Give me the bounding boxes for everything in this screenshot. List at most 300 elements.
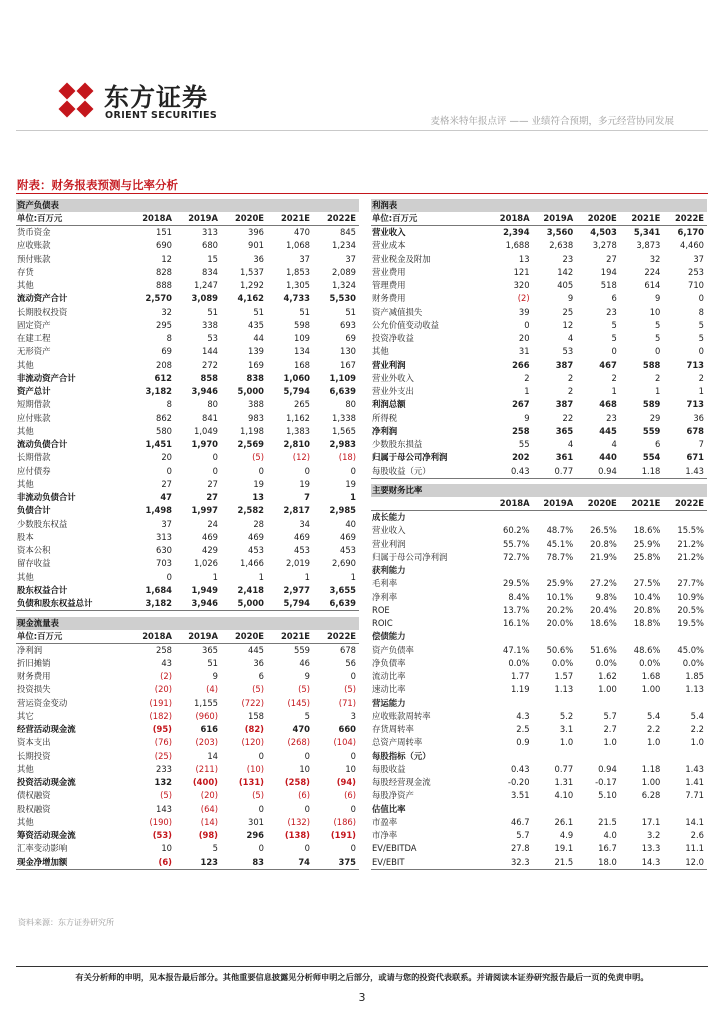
value-cell: 19 [253, 478, 264, 489]
row-label: 营运能力 [372, 697, 406, 708]
empty-cell [576, 630, 620, 643]
value-cell: 83 [221, 856, 267, 870]
value-cell: 6,170 [677, 227, 704, 238]
income-statement-and-ratios-table [371, 199, 707, 870]
table-row [16, 750, 359, 763]
value-cell: 888 [156, 280, 172, 291]
value-cell: 1,451 [145, 439, 172, 450]
row-label: 负债合计 [17, 505, 51, 516]
table-subgroup-row [371, 803, 707, 816]
value-cell: (5) [252, 452, 264, 463]
value-cell: (132) [287, 816, 310, 827]
value-cell: (131) [238, 777, 264, 788]
table-total-row [371, 226, 707, 240]
value-cell: 0.0% [682, 657, 704, 668]
row-label: 管理费用 [372, 280, 406, 291]
value-cell: 2,983 [329, 439, 356, 450]
value-cell: 470 [294, 227, 310, 238]
table-row [16, 239, 359, 252]
row-label: 速动比率 [372, 684, 406, 695]
value-cell: 37 [161, 518, 172, 529]
value-cell: 78.7% [546, 551, 574, 562]
row-label: 归属于母公司净利润 [372, 452, 448, 463]
row-label: 汇率变动影响 [17, 843, 68, 854]
table-row [371, 577, 707, 590]
value-cell: 18.6% [633, 525, 661, 536]
value-cell: (120) [241, 737, 264, 748]
table-row [16, 736, 359, 749]
table-row [371, 736, 707, 749]
value-cell: 20.5% [677, 604, 704, 615]
value-cell: 0 [212, 465, 218, 476]
value-cell: 1,383 [286, 425, 310, 436]
table-row [16, 531, 359, 544]
value-cell: 5,341 [633, 227, 661, 238]
footer-divider [16, 966, 708, 967]
value-cell: (182) [149, 710, 172, 721]
value-cell: 169 [248, 359, 264, 370]
value-cell: 21.9% [590, 551, 617, 562]
value-cell: (64) [200, 803, 218, 814]
value-cell: -0.20 [507, 777, 530, 788]
value-cell: (6) [344, 790, 356, 801]
value-cell: 0 [655, 346, 661, 357]
value-cell: 20.0% [546, 618, 574, 629]
value-cell: 4 [611, 439, 617, 450]
value-cell: (4) [206, 684, 218, 695]
value-cell: 834 [202, 266, 218, 277]
row-label: 存货 [17, 266, 34, 277]
value-cell: (5) [252, 684, 264, 695]
value-cell: 3.51 [510, 790, 530, 801]
row-label: ROIC [372, 618, 393, 629]
value-cell: 27 [161, 478, 172, 489]
value-cell: 518 [600, 280, 617, 291]
table-row [371, 465, 707, 479]
value-cell: -0.17 [595, 777, 617, 788]
value-cell: 1,949 [191, 584, 218, 595]
year-header: 2019A [175, 212, 221, 226]
logo-english-name: ORIENT SECURITIES [105, 110, 218, 121]
empty-cell [663, 803, 707, 816]
value-cell: 27.2% [590, 578, 617, 589]
section-header-label: 现金流量表 [16, 617, 359, 630]
value-cell: 1,970 [191, 439, 218, 450]
value-cell: (5) [160, 790, 172, 801]
value-cell: 45.0% [677, 644, 704, 655]
value-cell: 14.3 [620, 856, 664, 870]
table-row [371, 253, 707, 266]
value-cell: (82) [244, 724, 264, 735]
value-cell: 559 [642, 425, 661, 436]
table-row [371, 385, 707, 398]
empty-cell [620, 511, 664, 525]
value-cell: 0 [304, 465, 310, 476]
value-cell: 46.7 [510, 816, 530, 827]
value-cell: 1.0 [603, 737, 617, 748]
value-cell: 3,873 [636, 240, 661, 251]
value-cell: 469 [340, 531, 356, 542]
row-label: EV/EBITDA [372, 843, 417, 854]
value-cell: 2 [524, 372, 530, 383]
value-cell: 3,182 [145, 386, 172, 397]
value-cell: 838 [246, 372, 264, 383]
value-cell: 1,688 [505, 240, 530, 251]
table-row [16, 518, 359, 531]
table-total-row [371, 359, 707, 372]
unit-label [371, 497, 489, 511]
empty-cell [620, 630, 664, 643]
value-cell: 37 [299, 253, 310, 264]
row-label: 资产减值损失 [372, 306, 423, 317]
value-cell: 258 [512, 425, 530, 436]
row-label: 营业外支出 [372, 386, 414, 397]
value-cell: 5 [611, 333, 617, 344]
value-cell: 5 [611, 319, 617, 330]
row-label: 其他 [17, 763, 34, 774]
table-row [16, 279, 359, 292]
table-row [371, 763, 707, 776]
value-cell: 168 [294, 359, 310, 370]
value-cell: 580 [156, 425, 172, 436]
value-cell: 51 [207, 306, 218, 317]
table-total-row [16, 829, 359, 842]
table-row [16, 643, 359, 657]
value-cell: 55.7% [502, 538, 530, 549]
row-label: 债权融资 [17, 790, 51, 801]
table-subgroup-row [371, 511, 707, 525]
value-cell: 0 [698, 346, 704, 357]
value-cell: 258 [156, 644, 172, 655]
row-label: 每股指标（元） [372, 750, 431, 761]
value-cell: 134 [294, 346, 310, 357]
value-cell: 612 [154, 372, 172, 383]
table-subgroup-row [371, 750, 707, 763]
value-cell: 445 [248, 644, 264, 655]
row-label: 营业利润 [372, 538, 406, 549]
value-cell: 4.3 [516, 710, 530, 721]
row-label: 其它 [17, 710, 34, 721]
value-cell: 703 [156, 558, 172, 569]
value-cell: 429 [202, 545, 218, 556]
row-label: ROE [372, 604, 390, 615]
value-cell: 678 [340, 644, 356, 655]
value-cell: 13 [252, 492, 264, 503]
value-cell: 25.9% [633, 538, 661, 549]
row-label: 应收账款周转率 [372, 710, 431, 721]
value-cell: (20) [154, 684, 172, 695]
empty-cell [663, 630, 707, 643]
value-cell: 554 [642, 452, 661, 463]
value-cell: 1.43 [663, 465, 707, 479]
empty-cell [489, 697, 533, 710]
section-title: 附表：财务报表预测与比率分析 [17, 178, 178, 192]
value-cell: 5,530 [329, 293, 356, 304]
value-cell: 16.1% [502, 618, 530, 629]
value-cell: (211) [195, 763, 218, 774]
value-cell: 142 [557, 266, 574, 277]
value-cell: 361 [555, 452, 574, 463]
empty-cell [489, 750, 533, 763]
value-cell: 2,977 [283, 584, 310, 595]
value-cell: 1,247 [194, 280, 218, 291]
value-cell: 469 [202, 531, 218, 542]
value-cell: 0 [304, 803, 310, 814]
value-cell: 693 [340, 319, 356, 330]
value-cell: 0.0% [639, 657, 661, 668]
value-cell: 6 [655, 439, 661, 450]
value-cell: 29 [649, 412, 661, 423]
value-cell: 60.2% [502, 525, 530, 536]
value-cell: 690 [156, 240, 172, 251]
value-cell: 1.43 [685, 763, 704, 774]
value-cell: 10.1% [546, 591, 574, 602]
row-label: 应付债券 [17, 465, 51, 476]
empty-cell [489, 803, 533, 816]
year-header: 2022E [313, 212, 359, 226]
value-cell: 28 [253, 518, 264, 529]
value-cell: 158 [248, 710, 264, 721]
value-cell: 36 [253, 253, 264, 264]
value-cell: 2 [567, 386, 574, 397]
year-header: 2018A [129, 212, 175, 226]
year-header: 2022E [663, 212, 707, 226]
value-cell: 20.2% [546, 604, 574, 615]
empty-cell [663, 564, 707, 577]
value-cell: 2,569 [237, 439, 264, 450]
table-row [371, 306, 707, 319]
value-cell: 265 [294, 399, 310, 410]
empty-cell [620, 750, 664, 763]
table-row [16, 803, 359, 816]
table-row [16, 425, 359, 438]
value-cell: 208 [156, 359, 172, 370]
row-label: 非流动负债合计 [17, 492, 76, 503]
row-label: 营业税金及附加 [372, 253, 431, 264]
value-cell: 25.8% [633, 551, 661, 562]
value-cell: 27.7% [677, 578, 704, 589]
value-cell: 0 [611, 346, 617, 357]
empty-cell [533, 803, 577, 816]
value-cell: 469 [248, 531, 264, 542]
value-cell: 18.6% [590, 618, 617, 629]
value-cell: 5 [304, 710, 310, 721]
value-cell: 5,000 [221, 597, 267, 611]
value-cell: 4 [567, 333, 574, 344]
data-source-note: 资料来源：东方证券研究所 [18, 918, 114, 927]
value-cell: 20.8% [590, 538, 617, 549]
value-cell: (104) [333, 737, 356, 748]
year-header: 2018A [489, 212, 533, 226]
value-cell: 1.0 [647, 737, 661, 748]
report-subtitle: 麦格米特年报点评 —— 业绩符合预期，多元经营协同发展 [430, 116, 674, 127]
value-cell: 713 [686, 359, 704, 370]
table-total-row [16, 491, 359, 504]
value-cell: 11.1 [685, 843, 704, 854]
row-label: 经营活动现金流 [17, 724, 76, 735]
value-cell: 266 [512, 359, 530, 370]
row-label: 净利润 [372, 425, 398, 436]
value-cell: 0 [258, 843, 264, 854]
value-cell: 74 [267, 856, 313, 870]
table-row [371, 816, 707, 829]
table-row [371, 239, 707, 252]
value-cell: 1.19 [510, 684, 530, 695]
value-cell: 5 [698, 333, 704, 344]
value-cell: 16.7 [598, 843, 617, 854]
empty-cell [489, 630, 533, 643]
row-label: 固定资产 [17, 319, 51, 330]
value-cell: 0.94 [598, 763, 617, 774]
row-label: 公允价值变动收益 [372, 319, 439, 330]
row-label: 净利润 [17, 644, 43, 655]
value-cell: 26.1 [554, 816, 574, 827]
table-row [371, 829, 707, 842]
value-cell: 17.1 [641, 816, 661, 827]
table-row [371, 617, 707, 630]
table-row [16, 451, 359, 464]
value-cell: 405 [557, 280, 574, 291]
value-cell: (53) [152, 830, 172, 841]
row-label: 资本支出 [17, 737, 51, 748]
value-cell: 15 [207, 253, 218, 264]
row-label: 投资活动现金流 [17, 777, 76, 788]
value-cell: 36 [693, 412, 704, 423]
row-label: 筹资活动现金流 [17, 830, 76, 841]
year-header: 2019A [533, 212, 577, 226]
disclaimer-text: 有关分析师的申明，见本报告最后部分。其他重要信息披露见分析师申明之后部分，或请与您的投资代表联系。并请阅读本证券研究报告最后一页的免责申明。 [75, 972, 649, 982]
row-label: EV/EBIT [371, 856, 489, 870]
value-cell: 1,049 [194, 425, 218, 436]
row-label: 毛利率 [372, 578, 398, 589]
value-cell: 6.28 [641, 790, 661, 801]
value-cell: 616 [200, 724, 218, 735]
value-cell: 1 [212, 571, 218, 582]
value-cell: 338 [202, 319, 218, 330]
table-row [371, 412, 707, 425]
table-section-header [16, 199, 359, 212]
value-cell: 132 [154, 777, 172, 788]
value-cell: 1,853 [286, 266, 310, 277]
value-cell: 1,466 [240, 558, 264, 569]
value-cell: 233 [156, 763, 172, 774]
table-total-row [16, 597, 359, 611]
value-cell: 20 [161, 452, 172, 463]
table-section-header [371, 199, 707, 212]
value-cell: 2,418 [237, 584, 264, 595]
value-cell: (190) [149, 816, 172, 827]
value-cell: 445 [599, 425, 617, 436]
value-cell: 19.1 [554, 843, 574, 854]
value-cell: 13 [518, 253, 530, 264]
value-cell: (203) [195, 737, 218, 748]
value-cell: 1 [524, 386, 530, 397]
value-cell: 19 [299, 478, 310, 489]
row-label: 其他 [17, 571, 34, 582]
table-row [371, 345, 707, 358]
table-row [371, 723, 707, 736]
value-cell: 53 [207, 333, 218, 344]
value-cell: 69 [345, 333, 356, 344]
value-cell: 69 [161, 346, 172, 357]
empty-cell [489, 564, 533, 577]
table-total-row [16, 584, 359, 597]
value-cell: 0 [698, 293, 704, 304]
year-header: 2022E [663, 497, 707, 511]
row-label: 偿债能力 [372, 631, 406, 642]
year-header: 2020E [221, 630, 267, 644]
value-cell: 1,026 [194, 558, 218, 569]
value-cell: 20.8% [633, 604, 661, 615]
value-cell: 2 [655, 372, 661, 383]
value-cell: 8 [166, 399, 172, 410]
value-cell: 2,570 [145, 293, 172, 304]
value-cell: (95) [152, 724, 172, 735]
table-row [371, 292, 707, 305]
table-row [16, 557, 359, 570]
empty-cell [576, 697, 620, 710]
row-label: 投资损失 [17, 684, 51, 695]
table-row [16, 544, 359, 557]
value-cell: 0 [350, 750, 356, 761]
value-cell: 123 [175, 856, 221, 870]
value-cell: 46 [299, 657, 310, 668]
orient-securities-logo [52, 72, 262, 126]
value-cell: 44 [253, 333, 264, 344]
row-label: 归属于母公司净利润 [372, 551, 448, 562]
value-cell: 144 [202, 346, 218, 357]
value-cell: 5.10 [598, 790, 617, 801]
table-row [16, 657, 359, 670]
value-cell: 8 [698, 306, 704, 317]
table-row [371, 842, 707, 855]
value-cell: 3,278 [592, 240, 617, 251]
table-row [16, 763, 359, 776]
row-label: 获利能力 [372, 565, 406, 576]
value-cell: 10.9% [677, 591, 704, 602]
table-row [16, 332, 359, 345]
value-cell: (138) [284, 830, 310, 841]
value-cell: 21.5 [598, 816, 617, 827]
empty-cell [620, 564, 664, 577]
value-cell: 12.0 [663, 856, 707, 870]
value-cell: 48.7% [546, 525, 574, 536]
row-label: 无形资产 [17, 346, 51, 357]
row-label: 负债和股东权益总计 [16, 597, 129, 611]
empty-cell [663, 750, 707, 763]
value-cell: 0 [524, 319, 530, 330]
value-cell: 440 [599, 452, 617, 463]
value-cell: 15.5% [677, 525, 704, 536]
value-cell: 589 [642, 399, 661, 410]
value-cell: 32 [649, 253, 661, 264]
empty-cell [576, 564, 620, 577]
value-cell: 660 [338, 724, 356, 735]
value-cell: 3.1 [559, 724, 574, 735]
value-cell: 10 [299, 763, 310, 774]
value-cell: 23 [562, 253, 574, 264]
value-cell: 1,060 [283, 372, 310, 383]
value-cell: 1 [698, 386, 704, 397]
value-cell: 671 [686, 452, 704, 463]
value-cell: 22 [562, 412, 574, 423]
value-cell: 1.18 [641, 763, 661, 774]
value-cell: (5) [252, 790, 264, 801]
value-cell: 9 [304, 671, 310, 682]
value-cell: 21.2% [677, 551, 704, 562]
table-section-header [371, 484, 707, 497]
value-cell: 858 [200, 372, 218, 383]
